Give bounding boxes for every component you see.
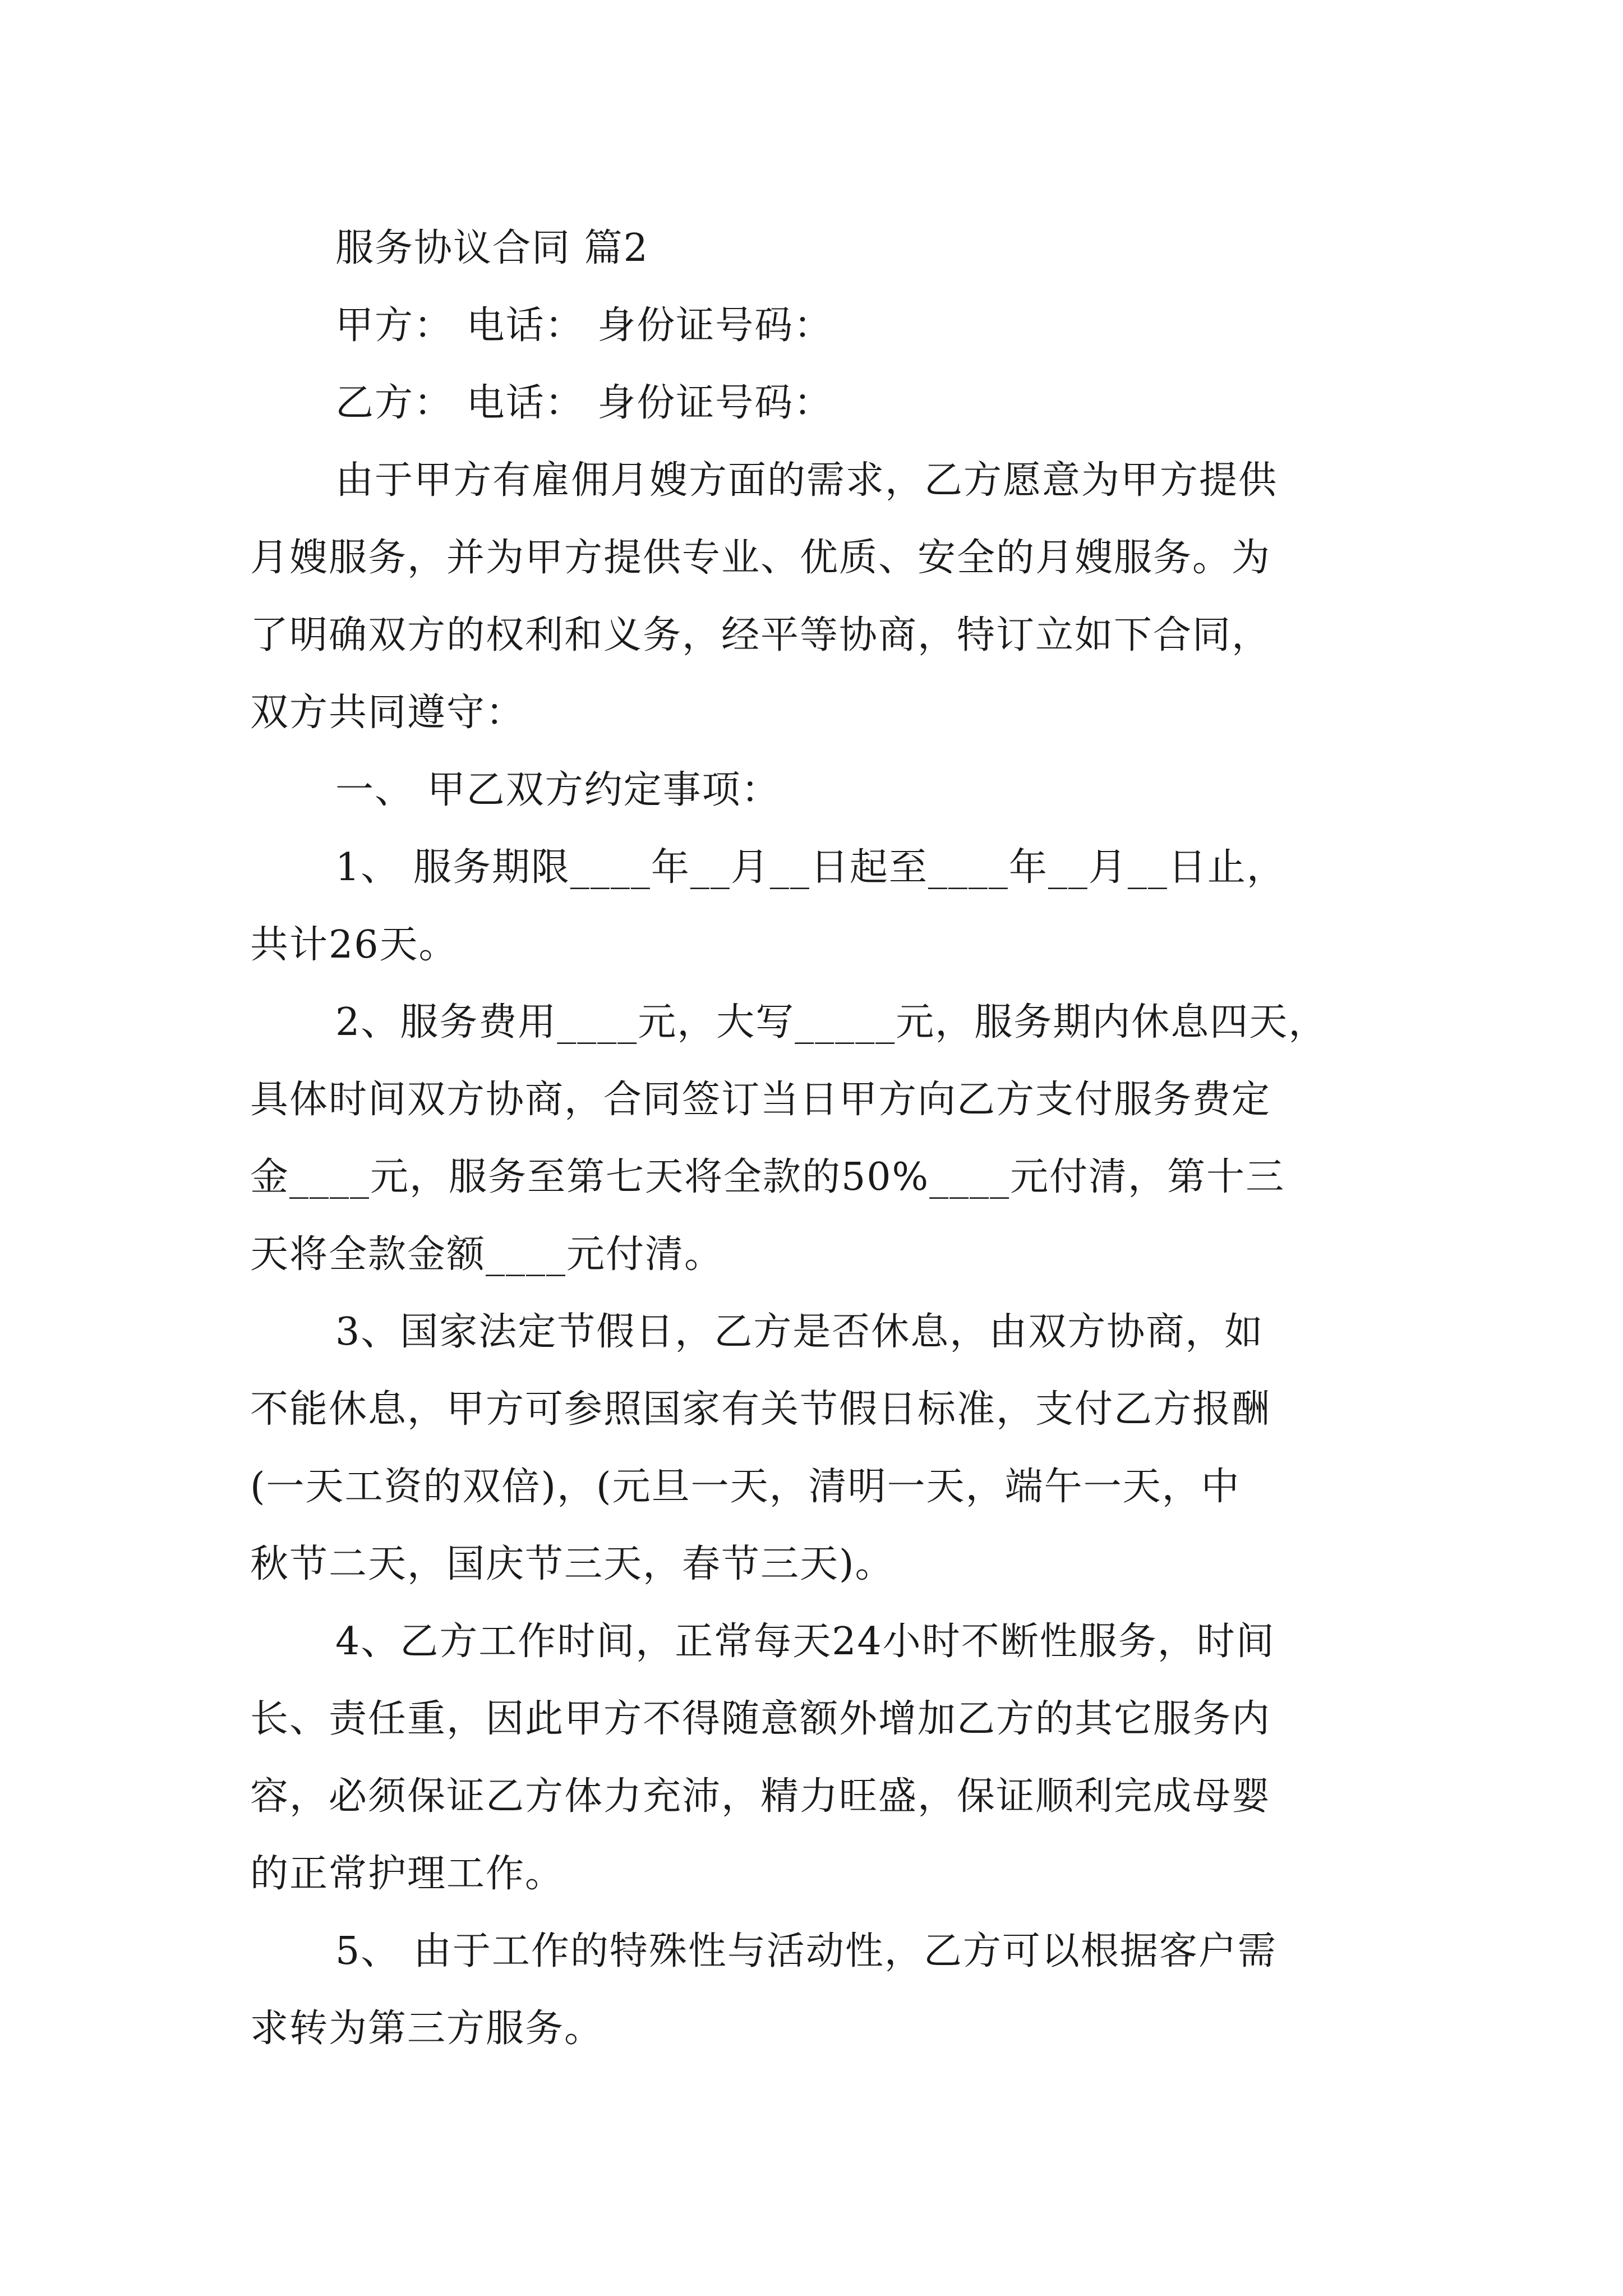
section-heading-text: 一、 甲乙双方约定事项： (335, 768, 781, 812)
document-body (250, 210, 1383, 2068)
clause-item-1 (250, 829, 1383, 984)
paragraph-line: 的正常护理工作。 (250, 1852, 565, 1896)
section-heading (250, 752, 1383, 829)
party-a-line: 甲方： 电话： 身份证号码： (335, 303, 833, 348)
clause-item-4 (250, 1603, 1383, 1913)
paragraph-line: 双方共同遵守： (250, 691, 525, 735)
paragraph-line: 秋节二天，国庆节三天，春节三天)。 (250, 1542, 895, 1586)
clause-item-2 (250, 984, 1383, 1294)
paragraph-line: 4、乙方工作时间，正常每天24小时不断性服务，时间 (335, 1619, 1275, 1664)
paragraph-line: 1、 服务期限____年__月__日起至____年__月__日止， (335, 845, 1286, 890)
paragraph-line: 长、责任重，因此甲方不得随意额外增加乙方的其它服务内 (250, 1697, 1271, 1741)
paragraph-line: 月嫂服务，并为甲方提供专业、优质、安全的月嫂服务。为 (250, 536, 1271, 580)
clause-item-5 (250, 1913, 1383, 2068)
party-b-line: 乙方： 电话： 身份证号码： (335, 381, 833, 425)
document-title: 服务协议合同 篇2 (335, 226, 649, 270)
paragraph-line: 由于甲方有雇佣月嫂方面的需求，乙方愿意为甲方提供 (335, 458, 1278, 503)
paragraph-line: 2、服务费用____元，大写_____元，服务期内休息四天， (335, 1000, 1328, 1045)
paragraph-line: 金____元，服务至第七天将全款的50%____元付清，第十三 (250, 1155, 1285, 1199)
paragraph-intro (250, 442, 1383, 752)
paragraph-line: 天将全款金额____元付清。 (250, 1232, 724, 1277)
paragraph-line: 共计26天。 (250, 923, 458, 967)
paragraph-line: 求转为第三方服务。 (250, 2007, 604, 2051)
paragraph-line: 3、国家法定节假日，乙方是否休息，由双方协商，如 (335, 1310, 1264, 1354)
paragraph-line: (一天工资的双倍)，(元旦一天，清明一天，端午一天，中 (250, 1465, 1241, 1509)
paragraph-line: 容，必须保证乙方体力充沛，精力旺盛，保证顺利完成母婴 (250, 1774, 1271, 1819)
paragraph-line: 具体时间双方协商，合同签订当日甲方向乙方支付服务费定 (250, 1078, 1271, 1122)
paragraph-line: 5、 由于工作的特殊性与活动性，乙方可以根据客户需 (335, 1929, 1277, 1973)
paragraph-line: 了明确双方的权利和义务，经平等协商，特订立如下合同， (250, 613, 1271, 657)
paragraph-line: 不能休息，甲方可参照国家有关节假日标准，支付乙方报酬 (250, 1387, 1271, 1432)
clause-item-3 (250, 1294, 1383, 1603)
